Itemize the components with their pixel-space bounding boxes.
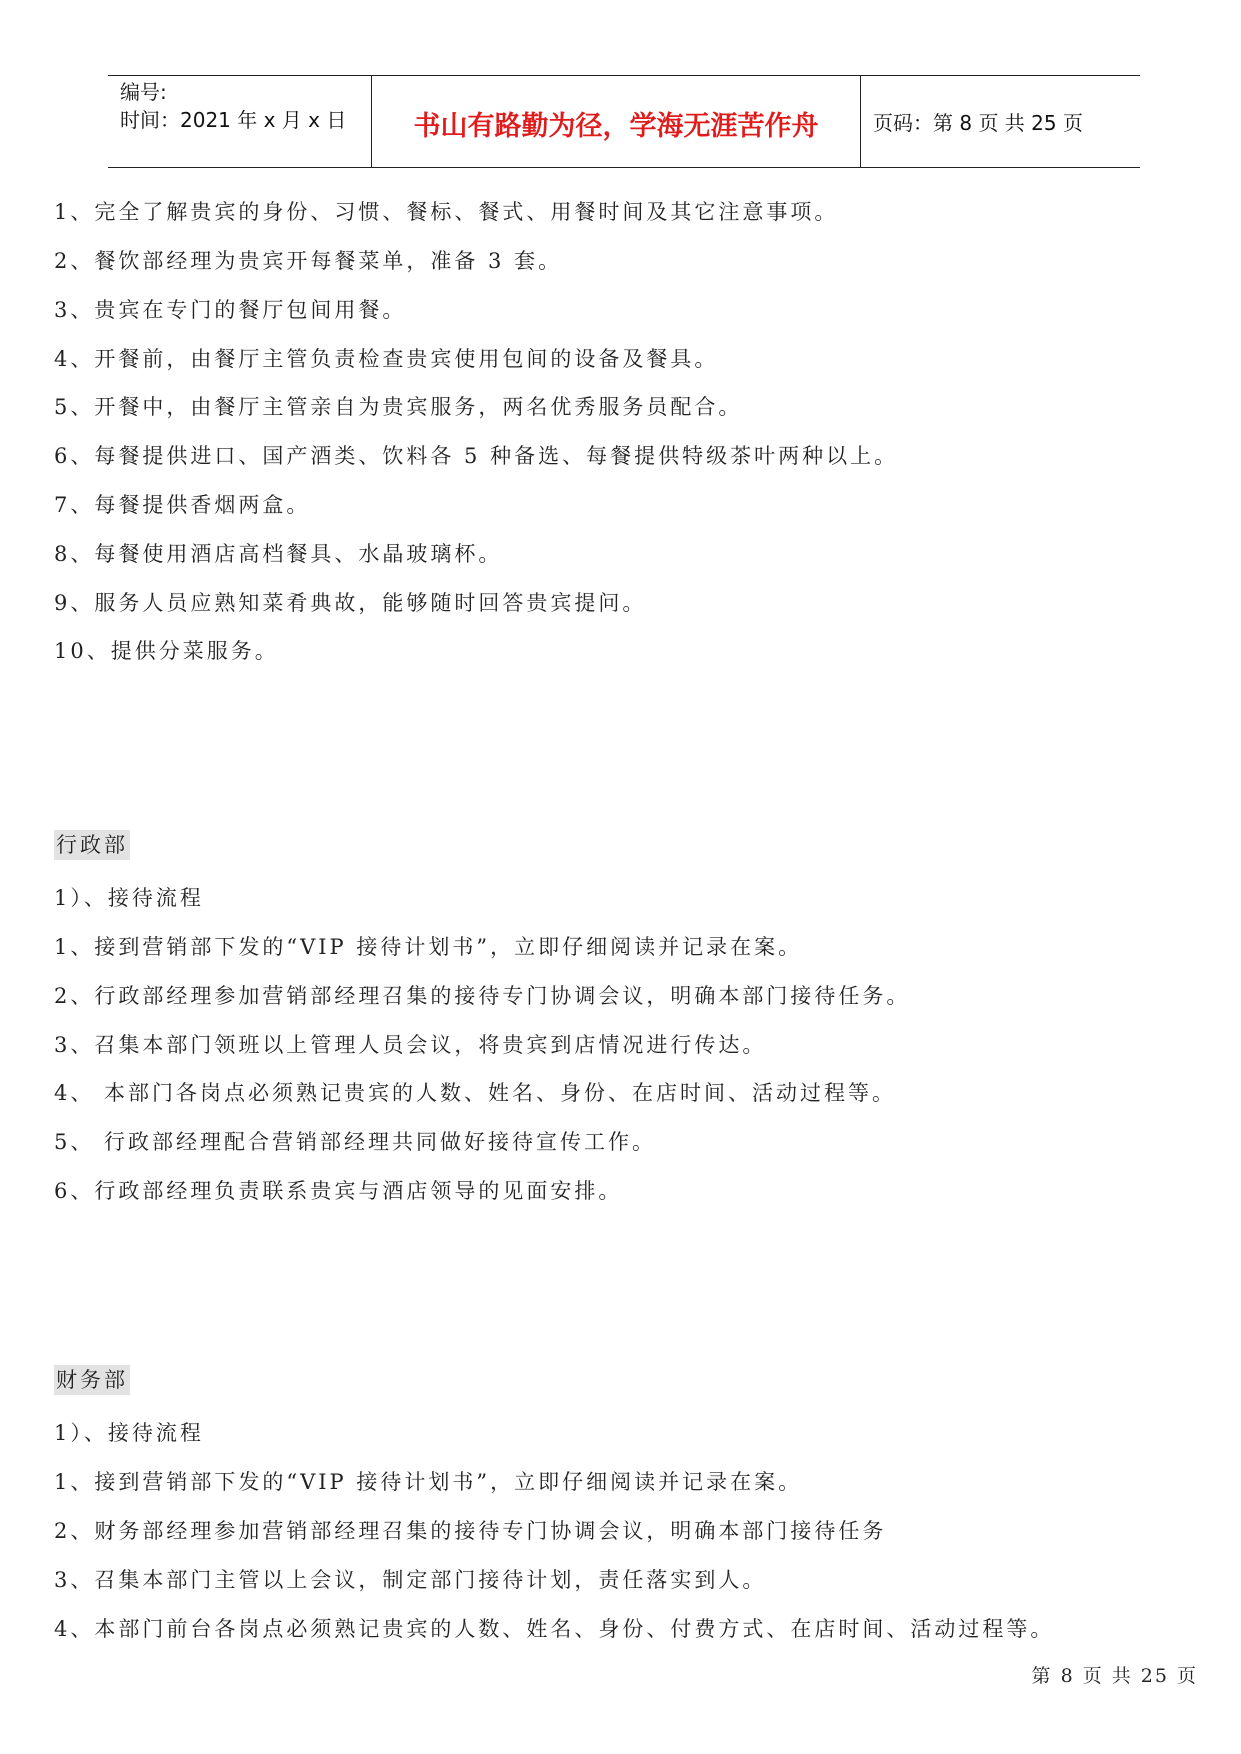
document-number-label: 编号: [120,80,167,104]
admin-item: 2、行政部经理参加营销部经理召集的接待专门协调会议，明确本部门接待任务。 [54,984,911,1008]
intro-item: 5、开餐中，由餐厅主管亲自为贵宾服务，两名优秀服务员配合。 [54,395,743,419]
admin-item: 3、召集本部门领班以上管理人员会议，将贵宾到店情况进行传达。 [54,1033,767,1057]
finance-item: 2、财务部经理参加营销部经理召集的接待专门协调会议，明确本部门接待任务 [54,1519,887,1543]
intro-item: 9、服务人员应熟知菜肴典故，能够随时回答贵宾提问。 [54,591,647,615]
admin-item: 1、接到营销部下发的“VIP 接待计划书”，立即仔细阅读并记录在案。 [54,935,803,959]
admin-item: 4、 本部门各岗点必须熟记贵宾的人数、姓名、身份、在店时间、活动过程等。 [54,1081,897,1105]
section-title-admin: 行政部 [54,830,130,860]
finance-item: 1、接到营销部下发的“VIP 接待计划书”，立即仔细阅读并记录在案。 [54,1470,803,1494]
intro-item: 7、每餐提供香烟两盒。 [54,493,311,517]
footer-page-number: 第 8 页 共 25 页 [1031,1665,1198,1687]
intro-item: 8、每餐使用酒店高档餐具、水晶玻璃杯。 [54,542,503,566]
intro-item: 3、贵宾在专门的餐厅包间用餐。 [54,298,407,322]
intro-item: 10、提供分菜服务。 [54,639,279,663]
admin-item: 5、 行政部经理配合营销部经理共同做好接待宣传工作。 [54,1130,657,1154]
section-title-finance: 财务部 [54,1365,130,1395]
intro-item: 2、餐饮部经理为贵宾开每餐菜单，准备 3 套。 [54,249,563,273]
header-meta [108,76,372,167]
finance-item: 3、召集本部门主管以上会议，制定部门接待计划，责任落实到人。 [54,1568,767,1592]
document-date: 时间：2021 年 x 月 x 日 [120,108,347,132]
admin-subtitle: 1）、接待流程 [54,886,204,910]
intro-item: 4、开餐前，由餐厅主管负责检查贵宾使用包间的设备及餐具。 [54,347,719,371]
page-header [108,75,1140,168]
finance-subtitle: 1）、接待流程 [54,1421,204,1445]
header-page-info: 页码：第 8 页 共 25 页 [873,111,1083,135]
header-slogan: 书山有路勤为径，学海无涯苦作舟 [372,76,861,167]
intro-item: 6、每餐提供进口、国产酒类、饮料各 5 种备选、每餐提供特级茶叶两种以上。 [54,444,899,468]
finance-item: 4、本部门前台各岗点必须熟记贵宾的人数、姓名、身份、付费方式、在店时间、活动过程等。 [54,1617,1055,1641]
intro-item: 1、完全了解贵宾的身份、习惯、餐标、餐式、用餐时间及其它注意事项。 [54,200,839,224]
admin-item: 6、行政部经理负责联系贵宾与酒店领导的见面安排。 [54,1179,623,1203]
